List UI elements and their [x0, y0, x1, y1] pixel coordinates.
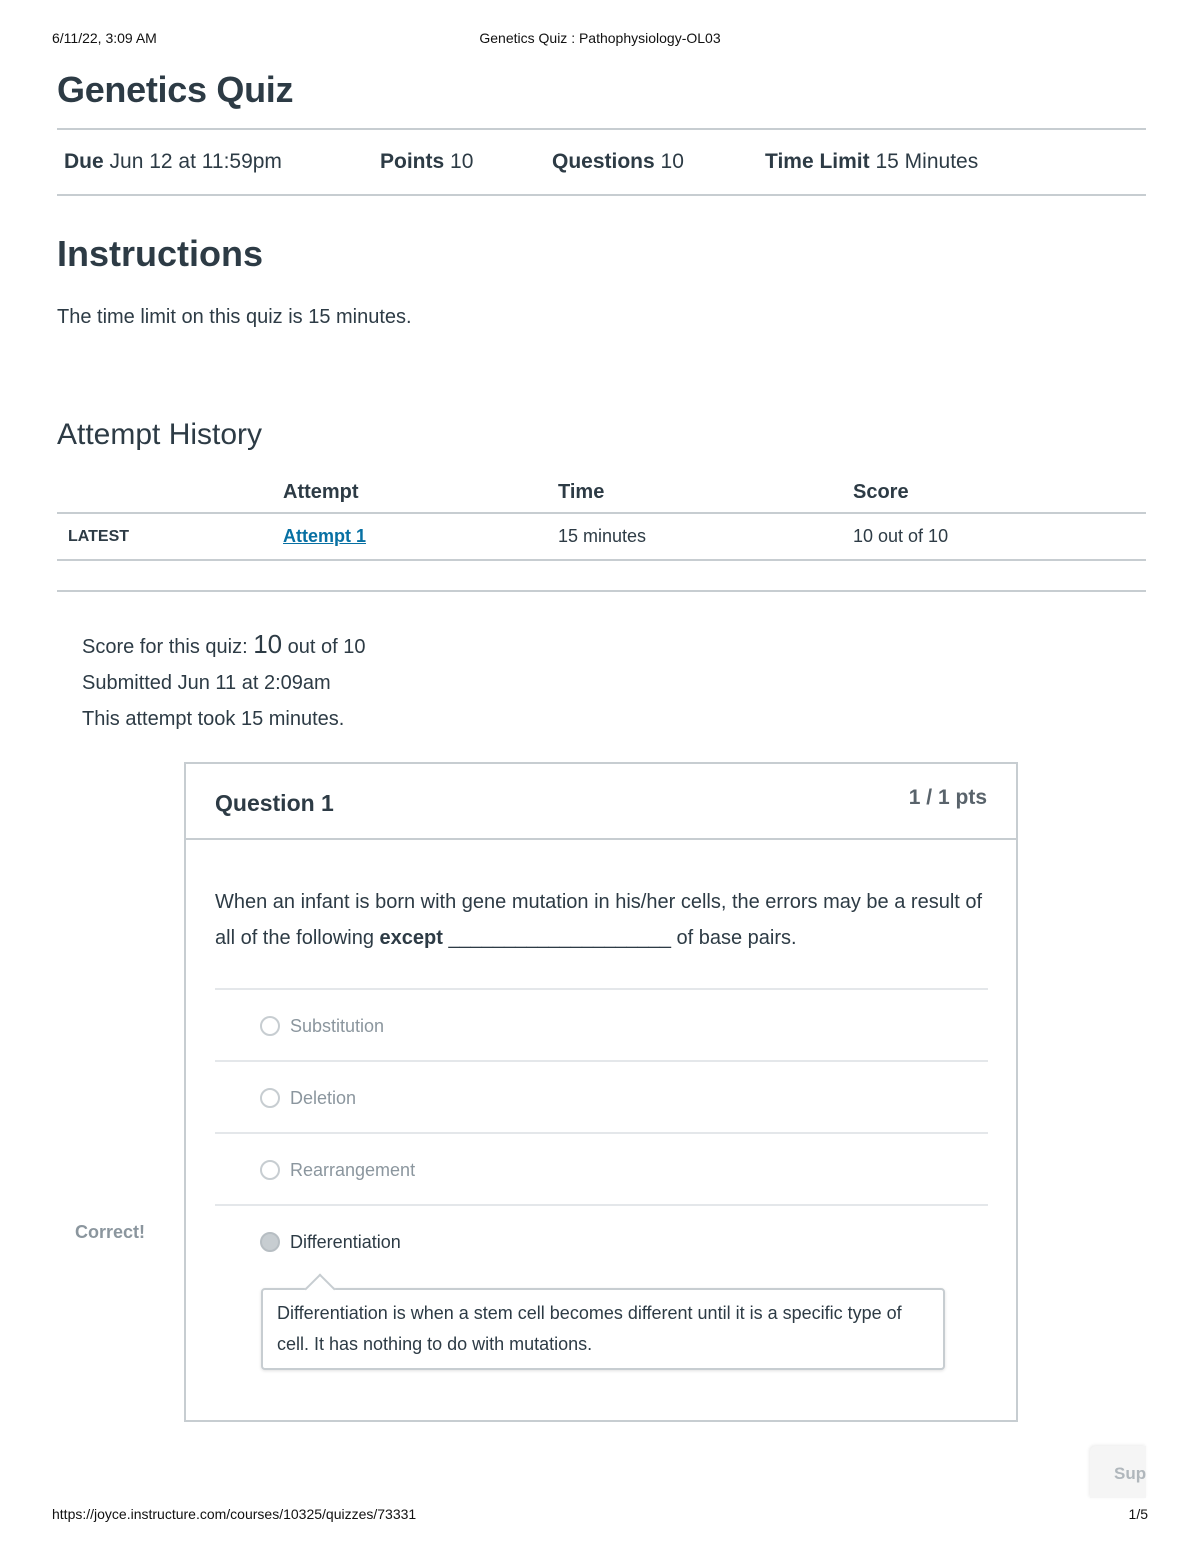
detail-points-label: Points — [380, 150, 445, 173]
table-row — [57, 513, 1146, 560]
score-summary — [82, 626, 1146, 737]
question-1 — [184, 762, 1018, 1422]
detail-due-value: Jun 12 at 11:59pm — [109, 150, 282, 173]
quiz-title: Genetics Quiz — [57, 69, 294, 110]
attempt-duration: This attempt took 15 minutes. — [82, 708, 345, 730]
support-button-label: Sup — [1114, 1464, 1146, 1483]
quiz-content — [57, 68, 1146, 737]
correct-answer-label: Correct! — [75, 1222, 146, 1242]
answer-option-selected[interactable] — [215, 1204, 988, 1276]
detail-questions-value: 10 — [660, 150, 684, 173]
quiz-details-bar — [57, 128, 1146, 196]
answer-label: Differentiation — [290, 1232, 401, 1252]
answer-option[interactable] — [215, 1060, 988, 1132]
attempt-cell — [283, 513, 558, 560]
attempt-history-title: Attempt History — [57, 418, 263, 451]
header-attempt: Attempt — [283, 473, 558, 513]
detail-questions-label: Questions — [552, 150, 655, 173]
submitted-time: Submitted Jun 11 at 2:09am — [82, 672, 331, 694]
header-score: Score — [853, 473, 1146, 513]
attempt-tag: LATEST — [57, 513, 283, 560]
radio-button-icon[interactable] — [260, 1088, 280, 1108]
answer-list — [215, 988, 988, 1276]
question-box — [184, 762, 1018, 1422]
attempt-history-table — [57, 473, 1146, 561]
question-text — [215, 884, 985, 956]
detail-due-label: Due — [64, 150, 104, 173]
detail-points — [380, 150, 473, 174]
header-tag — [57, 473, 283, 513]
question-text-part2: ____________________ of base pairs. — [442, 927, 797, 949]
attempt-score: 10 out of 10 — [853, 513, 1146, 560]
question-text-part1: When an infant is born with gene mutation in his/her cells, the errors may be a result of all of the following — [215, 891, 983, 949]
detail-time-limit-label: Time Limit — [765, 150, 870, 173]
question-title: Question 1 — [215, 790, 334, 816]
section-divider — [57, 590, 1146, 592]
question-header — [186, 764, 1016, 840]
radio-button-icon[interactable] — [260, 1016, 280, 1036]
print-page-number: 1/5 — [1128, 1506, 1148, 1522]
instructions-text: The time limit on this quiz is 15 minutes. — [57, 306, 412, 328]
answer-option[interactable] — [215, 1132, 988, 1204]
attempt-time: 15 minutes — [558, 513, 853, 560]
score-value: 10 — [253, 629, 283, 659]
print-url: https://joyce.instructure.com/courses/10325/quizzes/73331 — [52, 1506, 417, 1522]
answer-option[interactable] — [215, 988, 988, 1060]
question-points: 1 / 1 pts — [908, 786, 987, 809]
header-time: Time — [558, 473, 853, 513]
answer-label: Rearrangement — [290, 1160, 416, 1180]
detail-due — [64, 150, 282, 174]
detail-time-limit — [765, 150, 978, 174]
table-header-row — [57, 473, 1146, 513]
answer-comment-text: Differentiation is when a stem cell becomes different until it is a specific type of cell. It has nothing to do with mutations. — [277, 1303, 902, 1354]
print-date: 6/11/22, 3:09 AM — [52, 30, 157, 46]
print-title: Genetics Quiz : Pathophysiology-OL03 — [479, 30, 721, 46]
answer-comment — [261, 1288, 945, 1370]
detail-time-limit-value: 15 Minutes — [875, 150, 979, 173]
answer-label: Substitution — [290, 1016, 385, 1036]
answer-label: Deletion — [290, 1088, 357, 1108]
radio-button-icon[interactable] — [260, 1160, 280, 1180]
score-prefix: Score for this quiz: — [82, 636, 254, 658]
support-button[interactable] — [1090, 1446, 1146, 1498]
instructions-title: Instructions — [57, 233, 264, 274]
detail-points-value: 10 — [450, 150, 474, 173]
score-suffix: out of 10 — [282, 636, 366, 658]
detail-questions — [552, 150, 684, 174]
attempt-link[interactable]: Attempt 1 — [283, 526, 367, 546]
question-text-emphasis: except — [379, 927, 443, 949]
radio-button-selected-icon[interactable] — [260, 1232, 280, 1252]
quiz-score — [82, 626, 1146, 665]
